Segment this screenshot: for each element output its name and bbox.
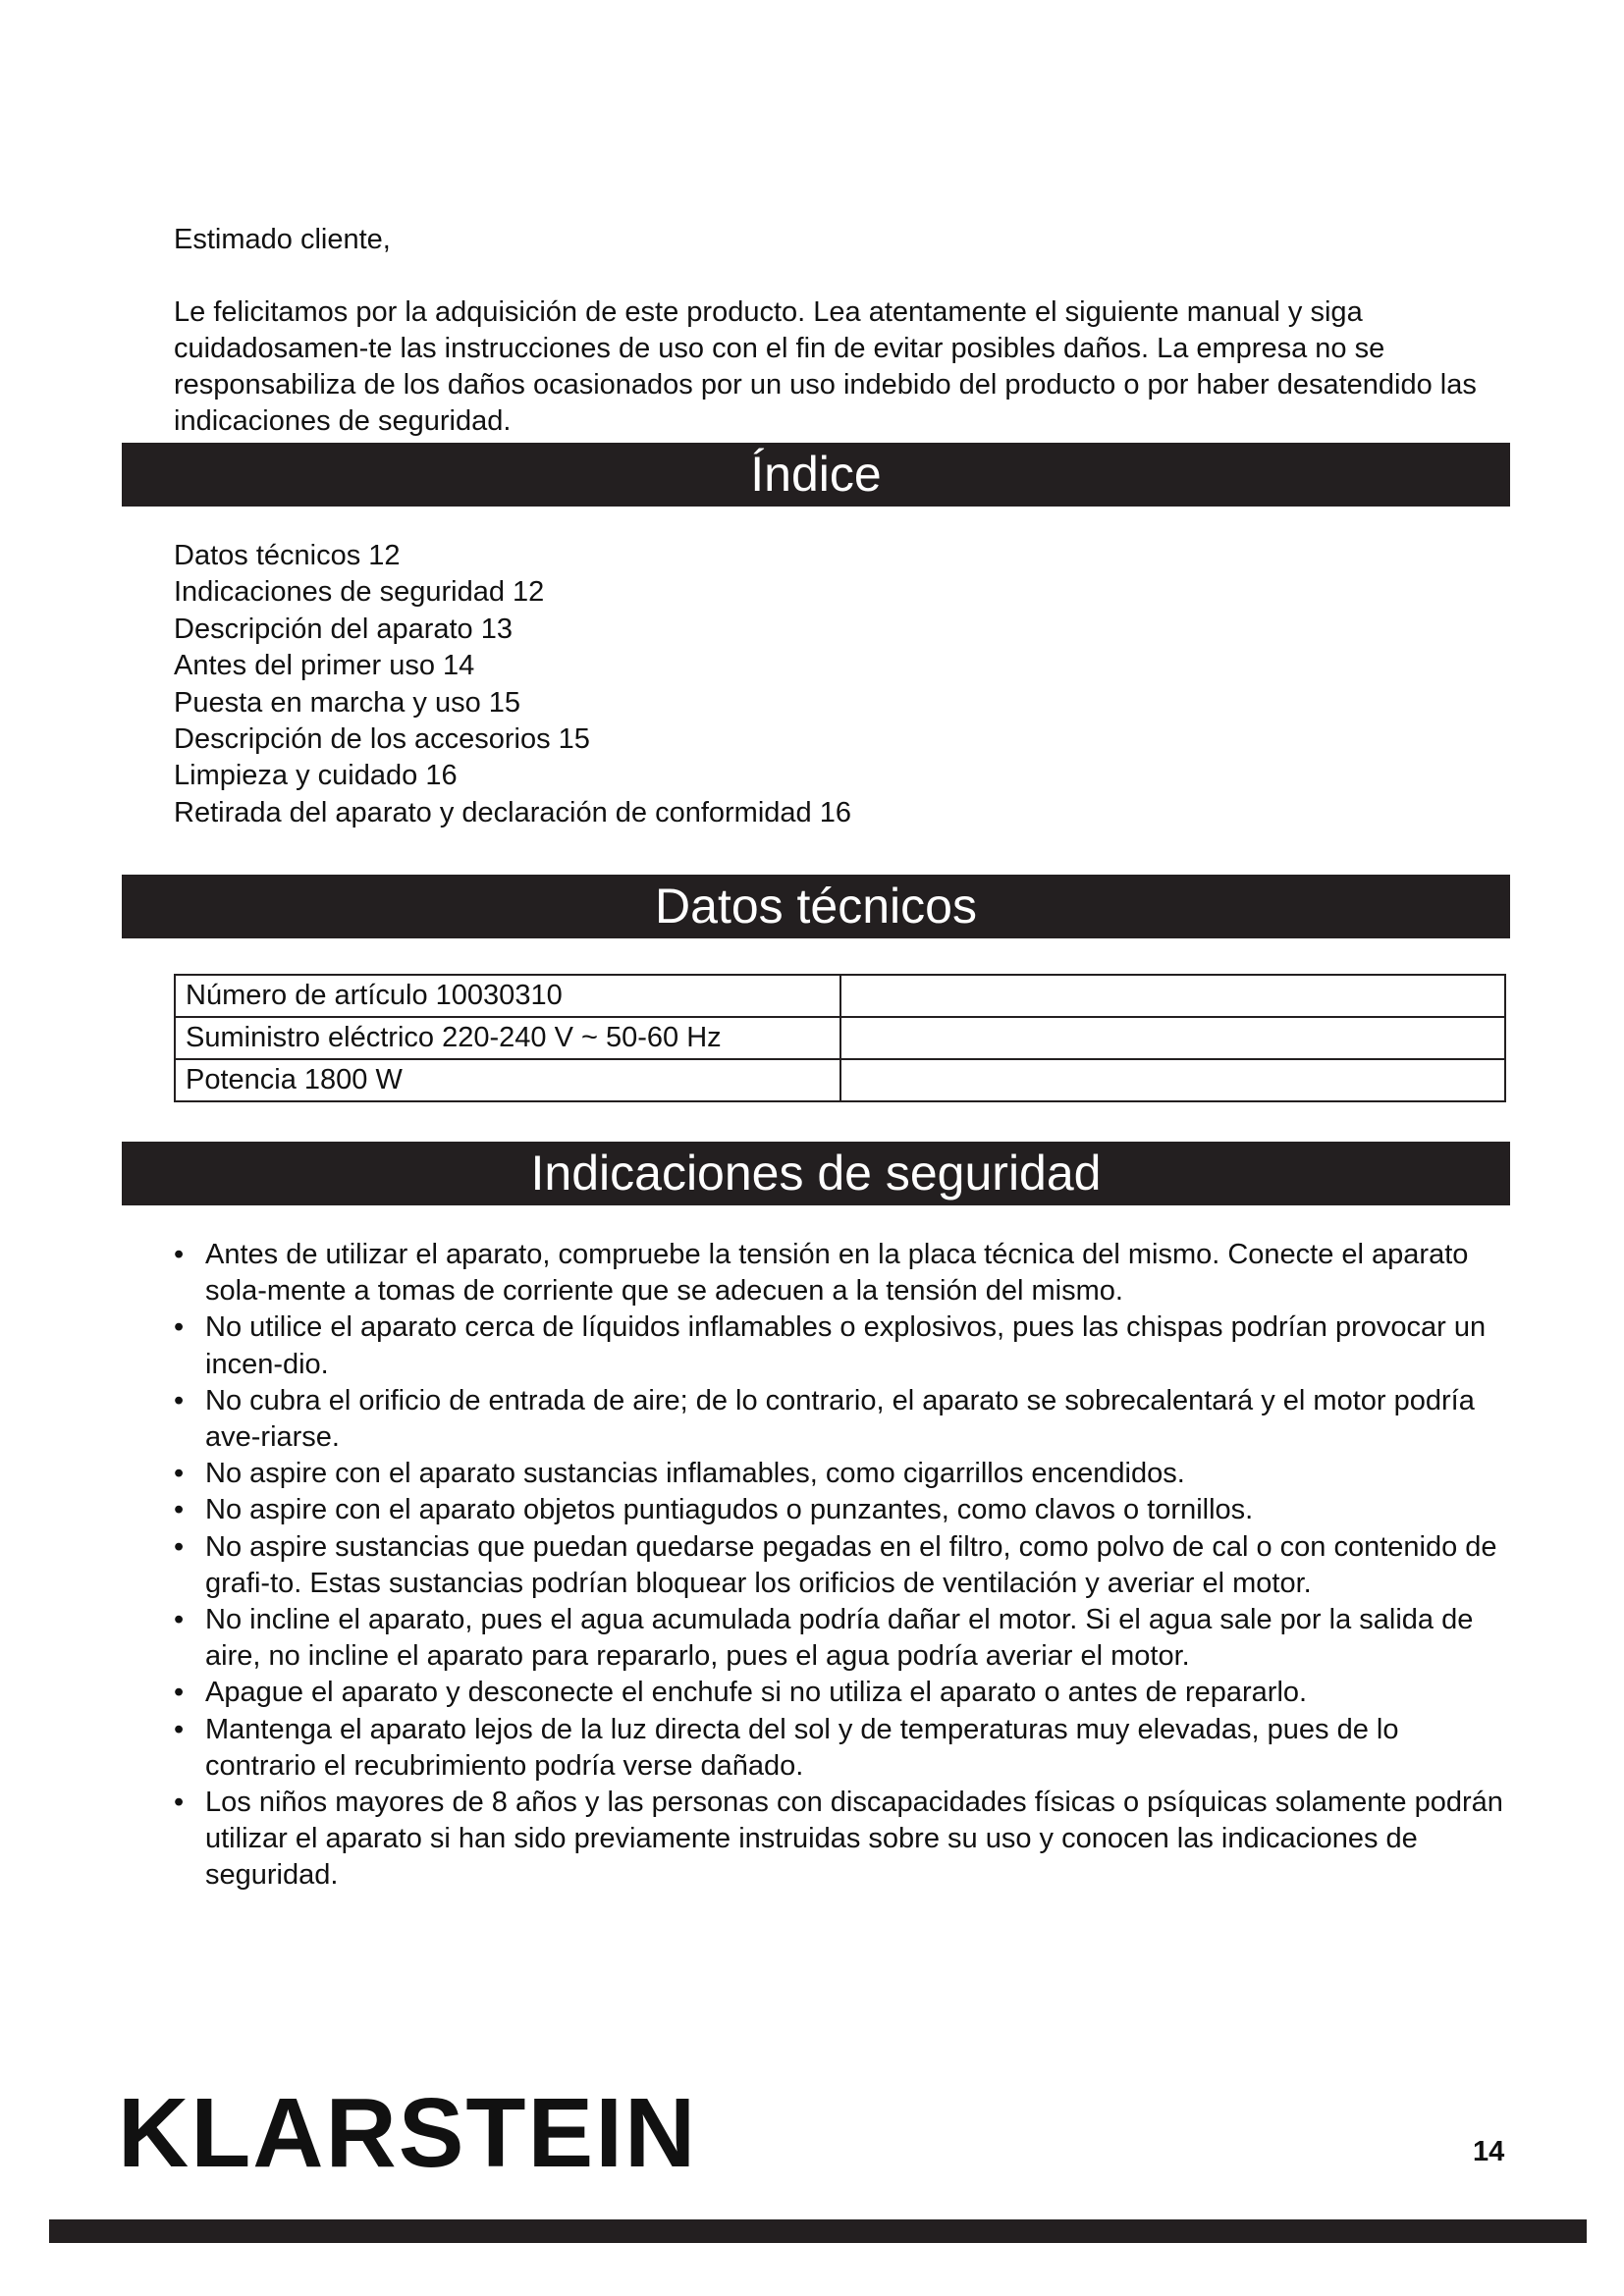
bullet-icon: • <box>174 1239 185 1270</box>
spec-empty-cell <box>840 975 1506 1017</box>
toc-item: Puesta en marcha y uso 15 <box>174 686 521 719</box>
section-title-specs: Datos técnicos <box>655 879 977 934</box>
list-item <box>174 1675 1511 1711</box>
section-header-index <box>122 443 1510 507</box>
list-item-text: No aspire sustancias que puedan quedarse pegadas en el filtro, como polvo de cal o con contenido de grafi-to. Estas sustancias podrían bloquear los orificios de ventilación y averiar el motor. <box>205 1530 1497 1599</box>
list-item <box>174 1785 1511 1895</box>
list-item-text: No incline el aparato, pues el agua acumulada podría dañar el motor. Si el agua sale por la salida de aire, no incline el aparato para repararlo, pues el agua podría averiar el motor. <box>205 1604 1474 1673</box>
spec-cell: Suministro eléctrico 220-240 V ~ 50-60 Hz <box>175 1017 840 1059</box>
table-row <box>175 1017 1505 1059</box>
list-item-text: No cubra el orificio de entrada de aire; de lo contrario, el aparato se sobrecalentará y el motor podría ave-riarse. <box>205 1384 1475 1454</box>
section-title-safety: Indicaciones de seguridad <box>530 1146 1102 1201</box>
list-item-text: No aspire con el aparato sustancias inflamables, como cigarrillos encendidos. <box>205 1458 1185 1490</box>
section-header-specs <box>122 875 1510 938</box>
list-item <box>174 1602 1511 1675</box>
page-number: 14 <box>1473 2136 1505 2167</box>
table-row <box>175 1059 1505 1101</box>
toc-item: Antes del primer uso 14 <box>174 650 475 682</box>
spec-empty-cell <box>840 1059 1506 1101</box>
table-of-contents <box>174 538 851 831</box>
bullet-icon: • <box>174 1384 185 1416</box>
spec-empty-cell <box>840 1017 1506 1059</box>
toc-item: Descripción del aparato 13 <box>174 613 513 645</box>
bullet-icon: • <box>174 1713 185 1745</box>
spec-cell: Número de artículo 10030310 <box>175 975 840 1017</box>
list-item <box>174 1712 1511 1785</box>
bullet-icon: • <box>174 1458 185 1490</box>
list-item-text: No aspire con el aparato objetos puntiagudos o punzantes, como clavos o tornillos. <box>205 1494 1254 1526</box>
list-item <box>174 1492 1511 1528</box>
list-item <box>174 1237 1511 1309</box>
brand-logo: KLARSTEIN <box>118 2078 698 2188</box>
toc-item: Datos técnicos 12 <box>174 540 401 571</box>
toc-item: Indicaciones de seguridad 12 <box>174 576 545 609</box>
section-header-safety <box>122 1142 1510 1205</box>
bullet-icon: • <box>174 1677 185 1709</box>
list-item-text: Mantenga el aparato lejos de la luz directa del sol y de temperaturas muy elevadas, pues de lo contrario el recubrimiento podría verse dañado. <box>205 1713 1399 1782</box>
list-item-text: Apague el aparato y desconecte el enchufe si no utiliza el aparato o antes de repararlo. <box>205 1677 1308 1709</box>
bullet-icon: • <box>174 1311 185 1344</box>
list-item <box>174 1529 1511 1602</box>
list-item-text: Antes de utilizar el aparato, compruebe la tensión en la placa técnica del mismo. Conecte el aparato sola-mente a tomas de corriente que se adecuen a la tensión del mismo. <box>205 1239 1469 1308</box>
list-item-text: No utilice el aparato cerca de líquidos inflamables o explosivos, pues las chispas podrían provocar un incen-dio. <box>205 1311 1487 1380</box>
toc-item: Limpieza y cuidado 16 <box>174 760 458 792</box>
toc-item: Retirada del aparato y declaración de conformidad 16 <box>174 796 851 828</box>
list-item-text: Los niños mayores de 8 años y las personas con discapacidades físicas o psíquicas solamente podrán utilizar el aparato si han sido previamente instruidas sobre su uso y conocen las indicaciones de seguridad. <box>205 1787 1503 1892</box>
footer-rule <box>49 2219 1587 2243</box>
bullet-icon: • <box>174 1530 185 1563</box>
safety-list <box>174 1237 1511 1895</box>
section-title-index: Índice <box>750 447 882 502</box>
spec-cell: Potencia 1800 W <box>175 1059 840 1101</box>
list-item <box>174 1309 1511 1382</box>
bullet-icon: • <box>174 1787 185 1819</box>
list-item <box>174 1383 1511 1456</box>
bullet-icon: • <box>174 1604 185 1636</box>
intro-paragraph: Le felicitamos por la adquisición de este producto. Lea atentamente el siguiente manual y siga cuidadosamen-te las instrucciones de uso con el fin de evitar posibles daños. La empresa no se responsabiliza de los daños ocasionados por un uso indebido del producto o por haber desatendido las indicaciones de seguridad. <box>174 296 1477 437</box>
bullet-icon: • <box>174 1494 185 1526</box>
greeting: Estimado cliente, <box>174 224 391 255</box>
specs-table <box>174 974 1506 1102</box>
list-item <box>174 1456 1511 1492</box>
toc-item: Descripción de los accesorios 15 <box>174 723 590 756</box>
table-row <box>175 975 1505 1017</box>
